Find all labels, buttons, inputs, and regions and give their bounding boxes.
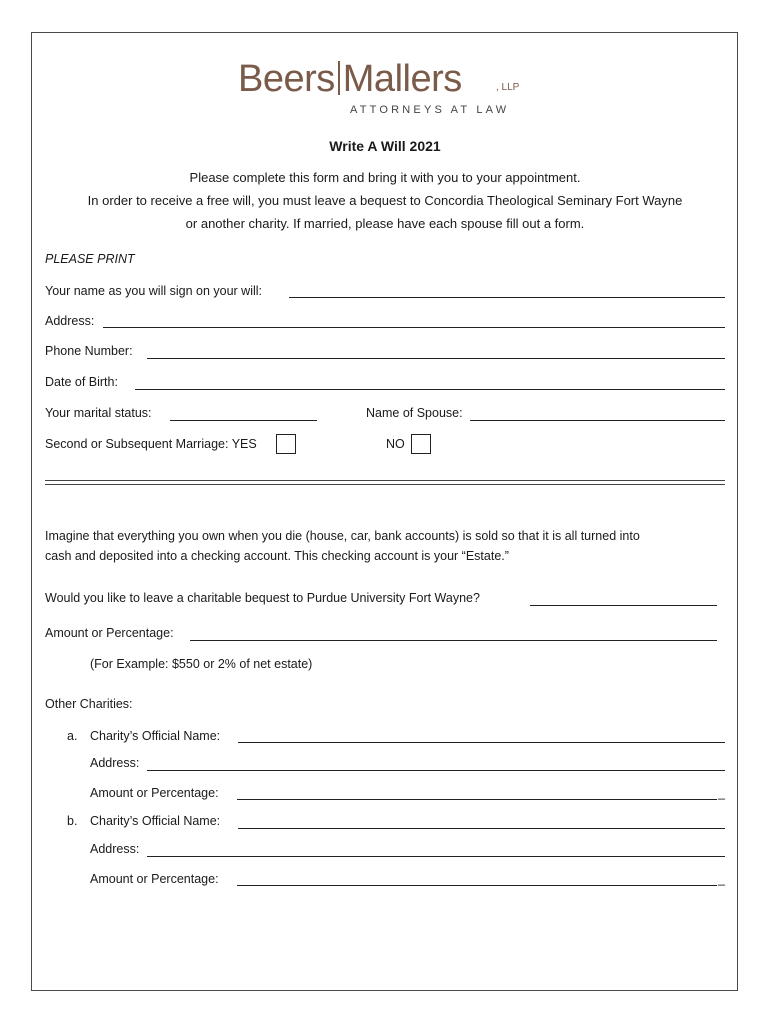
- second-marriage-label: Second or Subsequent Marriage: YES: [45, 437, 257, 451]
- bequest-question: Would you like to leave a charitable bequest to Purdue University Fort Wayne?: [45, 591, 480, 605]
- amount-field[interactable]: [190, 640, 717, 641]
- estate-explanation-line-1: Imagine that everything you own when you die (house, car, bank accounts) is sold so that it is all turned into: [45, 529, 640, 543]
- no-checkbox[interactable]: [411, 434, 431, 454]
- charity-a-amount-label: Amount or Percentage:: [90, 786, 219, 800]
- charity-a-trail: _: [718, 786, 725, 800]
- spouse-name-field[interactable]: [470, 420, 725, 421]
- estate-explanation-line-2: cash and deposited into a checking account. This checking account is your “Estate.”: [45, 549, 509, 563]
- amount-label: Amount or Percentage:: [45, 626, 174, 640]
- marital-status-field[interactable]: [170, 420, 317, 421]
- charity-b-amount-label: Amount or Percentage:: [90, 872, 219, 886]
- no-label: NO: [386, 437, 405, 451]
- charity-b-name-label: Charity’s Official Name:: [90, 814, 221, 828]
- logo-wordmark: Beers Mallers: [238, 58, 462, 100]
- logo-tagline: ATTORNEYS AT LAW: [350, 104, 510, 116]
- charity-b-marker: b.: [67, 814, 78, 828]
- spouse-name-label: Name of Spouse:: [366, 406, 463, 420]
- charity-a-amount-field[interactable]: [237, 799, 717, 800]
- form-title: Write A Will 2021: [329, 138, 441, 154]
- charity-b-amount-field[interactable]: [237, 885, 717, 886]
- phone-label: Phone Number:: [45, 344, 133, 358]
- marital-status-label: Your marital status:: [45, 406, 152, 420]
- charity-a-name-label: Charity’s Official Name:: [90, 729, 221, 743]
- intro-line-2: In order to receive a free will, you must leave a bequest to Concordia Theological Seminary Fort Wayne: [87, 193, 683, 208]
- charity-b-name-field[interactable]: [238, 828, 725, 829]
- phone-field[interactable]: [147, 358, 725, 359]
- please-print-label: PLEASE PRINT: [45, 252, 135, 266]
- logo-suffix: , LLP: [496, 82, 520, 93]
- address-field[interactable]: [103, 327, 725, 328]
- other-charities-label: Other Charities:: [45, 697, 133, 711]
- section-divider: [45, 480, 725, 485]
- dob-field[interactable]: [135, 389, 725, 390]
- address-label: Address:: [45, 314, 95, 328]
- name-label: Your name as you will sign on your will:: [45, 284, 263, 298]
- intro-line-1: Please complete this form and bring it with you to your appointment.: [189, 170, 581, 185]
- charity-a-address-field[interactable]: [147, 770, 725, 771]
- charity-a-name-field[interactable]: [238, 742, 725, 743]
- charity-b-trail: _: [718, 872, 725, 886]
- charity-a-address-label: Address:: [90, 756, 140, 770]
- intro-line-3: or another charity. If married, please have each spouse fill out a form.: [185, 216, 585, 231]
- dob-label: Date of Birth:: [45, 375, 118, 389]
- name-field[interactable]: [289, 297, 725, 298]
- yes-checkbox[interactable]: [276, 434, 296, 454]
- bequest-answer-field[interactable]: [530, 605, 717, 606]
- example-note: (For Example: $550 or 2% of net estate): [90, 657, 313, 671]
- charity-a-marker: a.: [67, 729, 78, 743]
- firm-logo: [238, 58, 528, 120]
- charity-b-address-label: Address:: [90, 842, 140, 856]
- charity-b-address-field[interactable]: [147, 856, 725, 857]
